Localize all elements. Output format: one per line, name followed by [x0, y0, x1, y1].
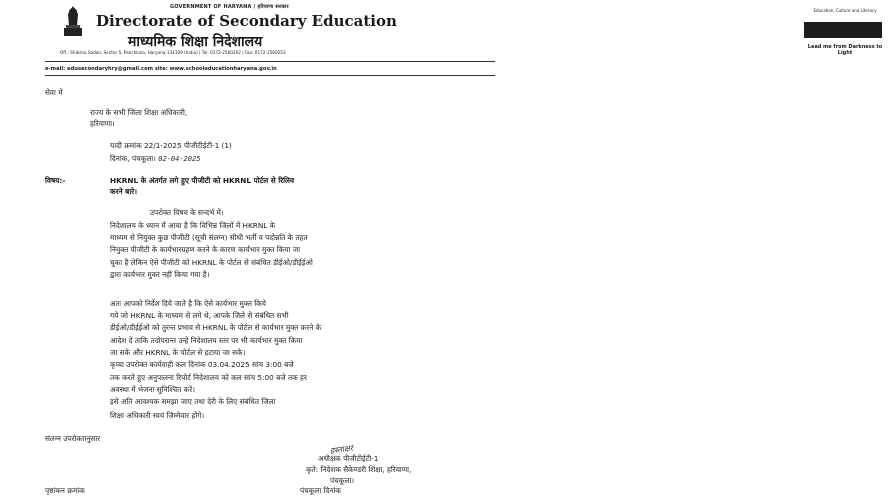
reference-line: उपरोक्त विषय के सन्दर्भ में। — [150, 208, 224, 217]
subject-line-1: HKRNL के अंतर्गत लगे हुए पीजीटी को HKRNL पोर्टल से रिलिव — [110, 176, 295, 185]
paragraph-1: निदेशालय के ध्यान में आया है कि विभिन्न जिलों में HKRNL के माध्यम से नियुक्त कुछ पीजीटी (सूची संलग्न) सीधी भर्ती व पदोन्नति के तहत नियुक्त पीजीटी के कार्यभारग्रहण करने के कारण कार्यभार मुक्त किया जा चुका है लेकिन ऐसे पीजीटी को HKRNL के पोर्टल से संबंधित डीईओ/डीईईओ द्वारा कार्यभार मुक्त नहीं किया गया है। — [110, 221, 313, 279]
memo-date: दिनांक, पंचकूला। 02-04-2025 — [110, 154, 201, 163]
subject-label: विषय:- — [45, 176, 66, 185]
address-line: Off.: Shiksha Sadan, Sector 5, Panchkula, Haryana-134109 (India) | Tel: 0172-2560202 | Fax: 0172-2560253 — [60, 50, 286, 55]
divider — [45, 61, 495, 62]
contact-line: e-mail: edusecondaryhry@gmail.com site: www.schooleducationharyana.gov.in — [45, 66, 277, 72]
addressee-state: हरियाणा। — [90, 119, 115, 128]
signatory-place: पंचकूला। — [330, 476, 354, 485]
signature-1: हस्ताक्षर — [329, 443, 354, 456]
signatory-title: अधीक्षक पीजीटीईटी-1 — [318, 454, 379, 463]
addressee: राज्य के सभी जिला शिक्षा अधिकारी, — [90, 108, 188, 117]
enclosure-line: संलग्न उपरोक्तानुसार — [45, 434, 101, 443]
endorsement-number-label: पृष्ठांकन क्रमांक — [45, 486, 85, 495]
paragraph-2: अतः आपको निर्देश दिये जाते है कि ऐसे कार्यभार मुक्त किये गये जो HKRNL के माध्यम से लगे थे, आपके जिले से संबंधित सभी डीईओ/डीईईओ को तुरन्त प्रभाव से HKRNL के पोर्टल से कार्यभार मुक्त करने के आदेश दें ताकि तदोपरान्त उन्हें निदेशालय स्तर पर भी कार्यभार मुक्त किया जा सके और HKRNL के पोर्टल से हटाया जा सके। कृप्या उपरोक्त कार्यवाही कल दिनांक 03.04.2025 सांय 3:00 बजे — [110, 299, 322, 370]
paragraph-4: शिक्षा अधिकारी स्वयं जिम्मेवार होंगे। — [110, 411, 205, 420]
memo-number: यादी क्रमांक 22/1-2025 पीजीटीईटी-1 (1) — [110, 141, 232, 150]
directorate-title-hi: माध्यमिक शिक्षा निदेशालय — [128, 34, 263, 50]
logo-mark — [804, 22, 882, 38]
logo-caption: Education, Culture and Literacy — [813, 8, 877, 13]
endorsement-date-label: पंचकूला दिनांक — [300, 486, 341, 495]
signatory-dept: कृते: निदेशक सैकेण्डरी शिक्षा, हरियाणा, — [306, 465, 412, 474]
divider — [45, 75, 495, 76]
government-label: GOVERNMENT OF HARYANA / हरियाणा सरकार — [170, 4, 289, 10]
education-logo — [400, 4, 883, 56]
subject-line-2: करने बारे। — [110, 187, 137, 196]
seva-mein: सेवा में — [45, 88, 63, 97]
state-emblem-icon — [60, 4, 86, 38]
paragraph-3: तक करते हुए अनुपालना रिपोर्ट निदेशालय को कल सांय 5:00 बजे तक हर अवस्था में भेजना सुनिश्चित करें। इसे अति आवश्यक समझा जाए तथा देरी के लिए संबंधित जिला — [110, 373, 307, 407]
directorate-title-en: Directorate of Secondary Education — [96, 12, 397, 30]
logo-slogan: Lead me from Darkness to Light — [807, 44, 883, 56]
